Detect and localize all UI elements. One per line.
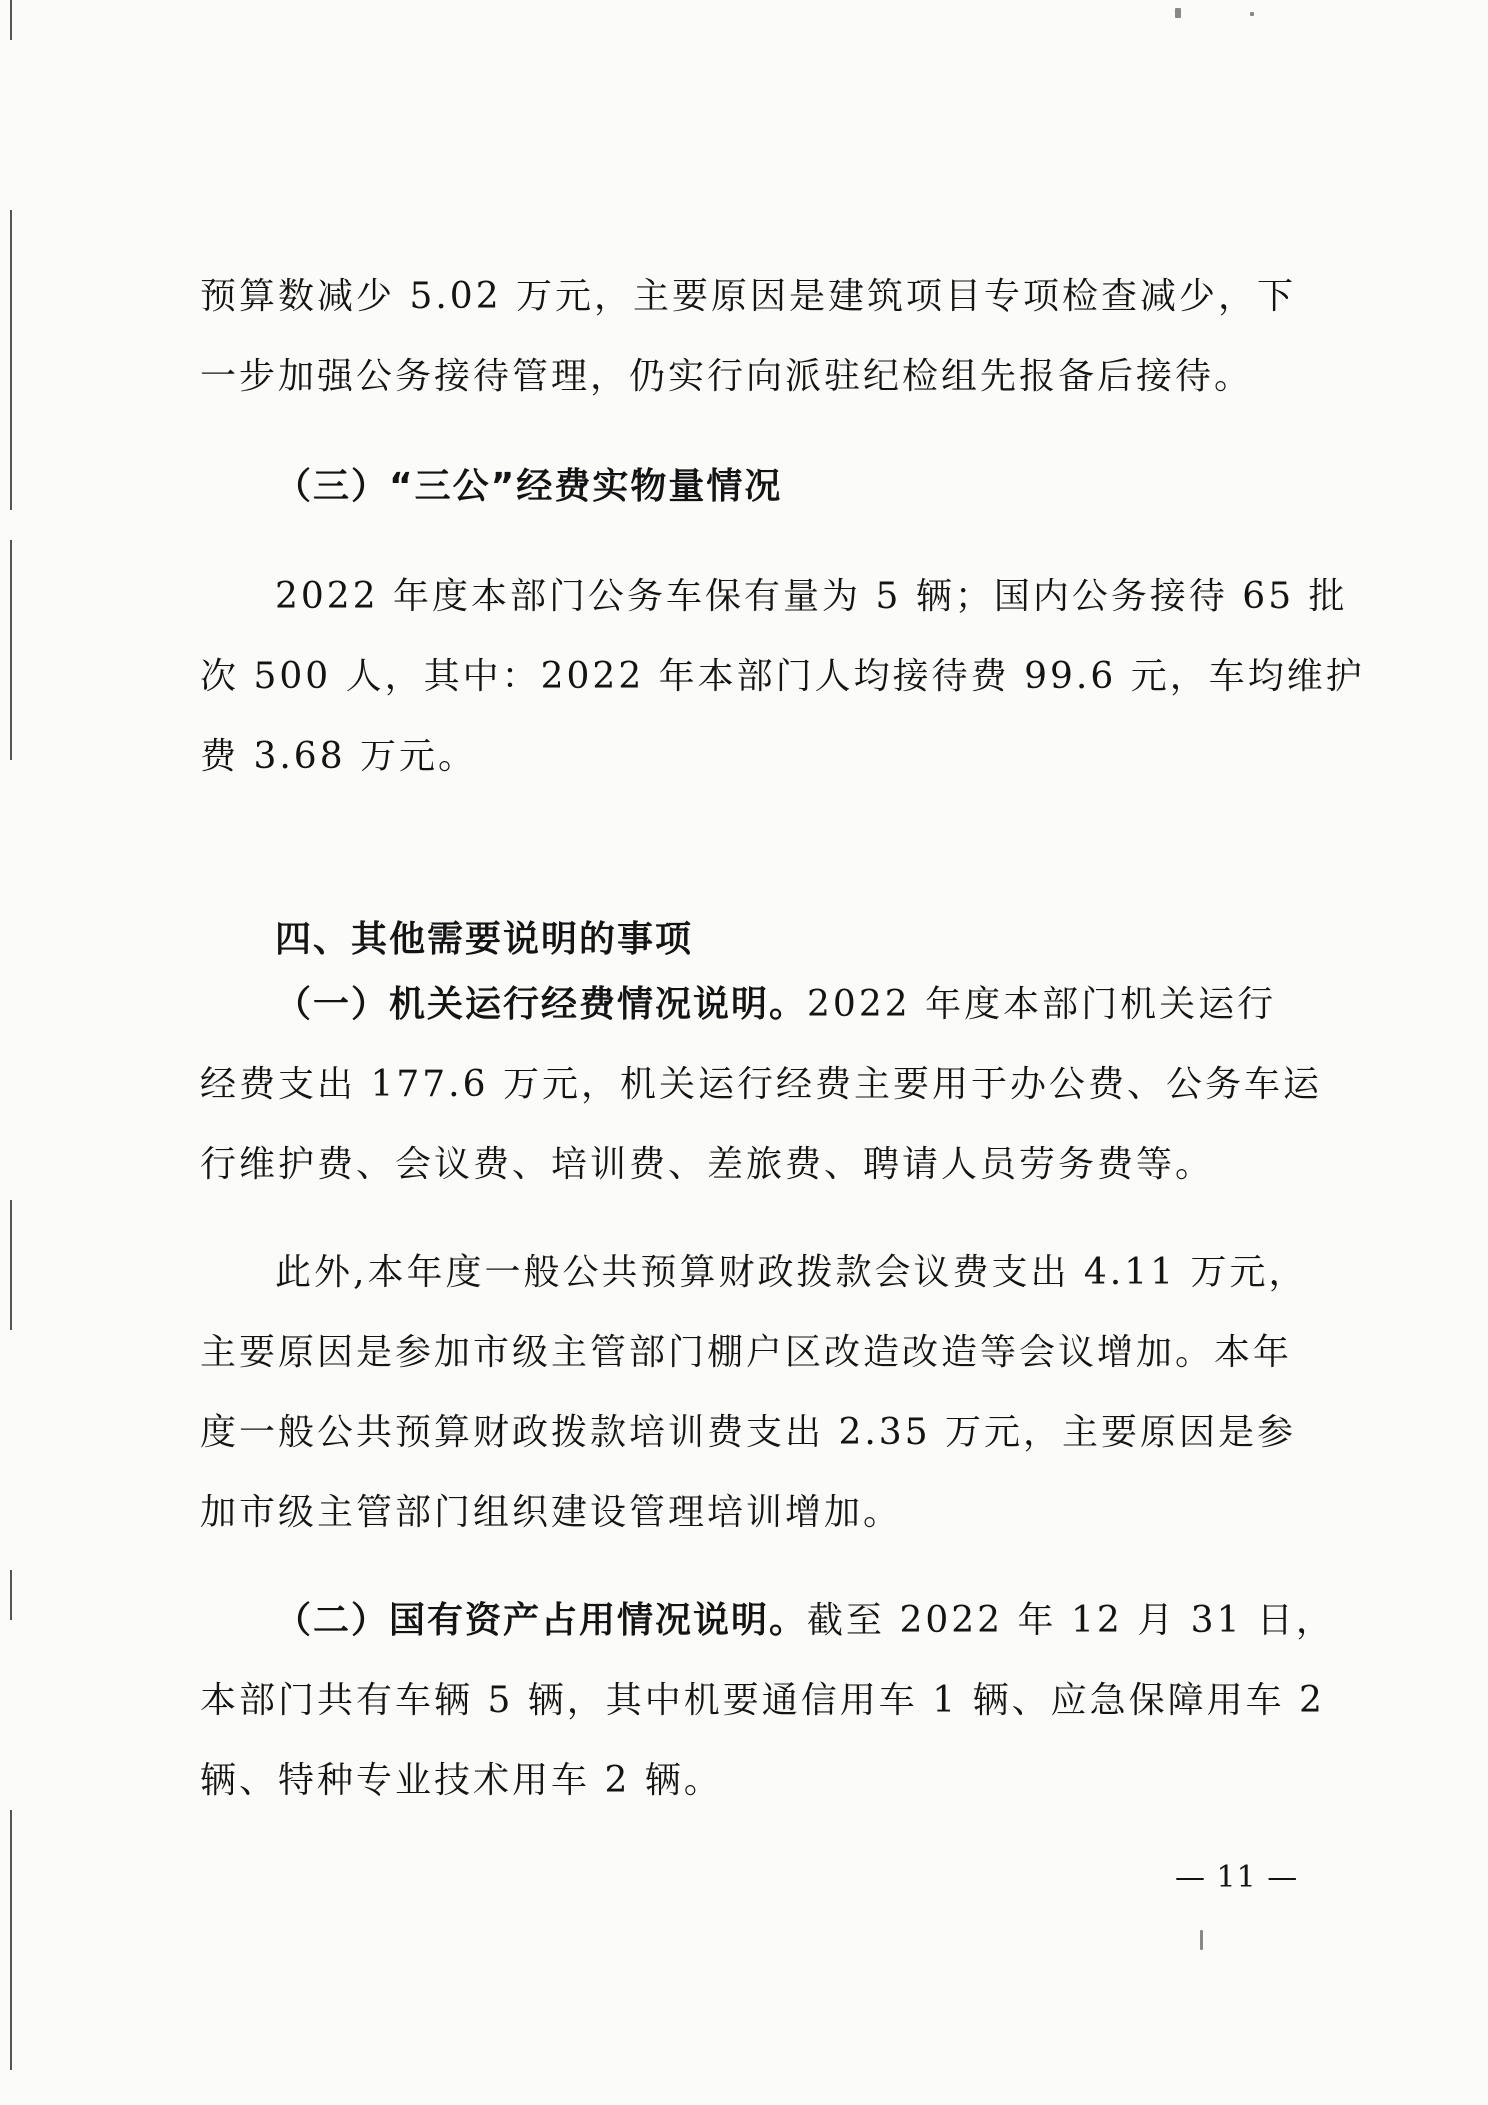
subsection-heading: （二）国有资产占用情况说明。 [275, 1600, 808, 1641]
scan-speck [1175, 8, 1181, 18]
text-line: 一步加强公务接待管理，仍实行向派驻纪检组先报备后接待。 [200, 356, 1254, 397]
scan-edge-mark [10, 1810, 12, 2070]
text-run: 2022 年度本部门机关运行 [807, 984, 1277, 1025]
text-line: 主要原因是参加市级主管部门棚户区改造改造等会议增加。本年 [200, 1332, 1293, 1373]
text-line: 本部门共有车辆 5 辆，其中机要通信用车 1 辆、应急保障用车 2 [200, 1680, 1325, 1721]
scan-speck [1250, 12, 1254, 16]
scan-edge-mark [10, 0, 12, 40]
text-line [275, 980, 1280, 1030]
section-heading: 四、其他需要说明的事项 [275, 919, 694, 960]
text-line: 加市级主管部门组织建设管理培训增加。 [200, 1492, 903, 1533]
text-line: 费 3.68 万元。 [200, 736, 478, 777]
scan-edge-mark [10, 1570, 12, 1620]
page-number: — 11 — [1175, 1860, 1299, 1895]
text-line: 度一般公共预算财政拨款培训费支出 2.35 万元，主要原因是参 [200, 1412, 1297, 1453]
scan-speck [1200, 1930, 1203, 1950]
section-heading: （三）“三公”经费实物量情况 [275, 466, 783, 507]
text-line: 辆、特种专业技术用车 2 辆。 [200, 1760, 723, 1801]
scan-edge-mark [10, 540, 12, 760]
text-line: 次 500 人，其中：2022 年本部门人均接待费 99.6 元，车均维护 [200, 656, 1365, 697]
text-line: 经费支出 177.6 万元，机关运行经费主要用于办公费、公务车运 [200, 1064, 1322, 1105]
text-line: 行维护费、会议费、培训费、差旅费、聘请人员劳务费等。 [200, 1144, 1215, 1185]
text-line [275, 1596, 1335, 1646]
text-line: 预算数减少 5.02 万元，主要原因是建筑项目专项检查减少，下 [200, 276, 1297, 317]
subsection-heading: （一）机关运行经费情况说明。 [275, 984, 808, 1025]
text-line: 2022 年度本部门公务车保有量为 5 辆；国内公务接待 65 批 [275, 576, 1348, 617]
scan-edge-mark [10, 210, 12, 510]
text-run: 截至 2022 年 12 月 31 日， [807, 1600, 1335, 1641]
scan-edge-mark [10, 1200, 12, 1330]
text-line: 此外,本年度一般公共预算财政拨款会议费支出 4.11 万元， [275, 1252, 1308, 1293]
